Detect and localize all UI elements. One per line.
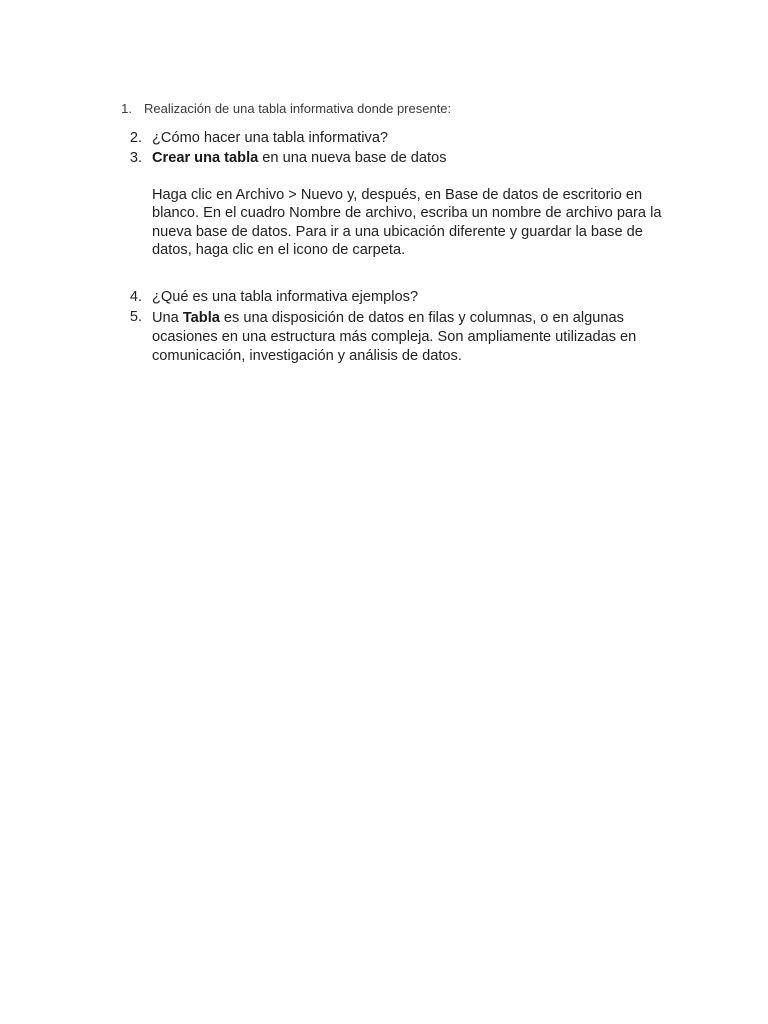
bold-term: Crear una tabla bbox=[152, 150, 259, 166]
list-item-rest: es una disposición de datos en filas y columnas, o en algunas ocasiones en una estructura más compleja. Son ampliamente utilizadas en comunicación, investigación y análisis de datos. bbox=[152, 310, 637, 364]
list-number: 1. bbox=[121, 101, 132, 116]
bold-term: Tabla bbox=[182, 310, 220, 326]
list-item-2 bbox=[120, 130, 388, 146]
list-item-text: Realización de una tabla informativa donde presente: bbox=[144, 101, 452, 116]
list-item-5 bbox=[120, 309, 660, 366]
list-item-text: ¿Qué es una tabla informativa ejemplos? bbox=[152, 289, 419, 305]
list-number: 3. bbox=[129, 150, 142, 166]
list-item-text bbox=[152, 309, 657, 366]
list-item-text: ¿Cómo hacer una tabla informativa? bbox=[152, 130, 389, 146]
list-item-prefix: Una bbox=[152, 310, 183, 326]
list-item-1 bbox=[120, 101, 451, 116]
list-number: 5. bbox=[129, 309, 142, 325]
list-number: 4. bbox=[129, 289, 142, 305]
list-number: 2. bbox=[129, 130, 142, 146]
list-item-rest: en una nueva base de datos bbox=[258, 150, 447, 166]
list-item-text bbox=[152, 150, 447, 166]
instruction-paragraph: Haga clic en Archivo > Nuevo y, después, en Base de datos de escritorio en blanco. En el cuadro Nombre de archivo, escriba un nombre de archivo para la nueva base de datos. Para ir a una ubicación diferente y guardar la base de datos, haga clic en el icono de carpeta. bbox=[152, 187, 662, 258]
list-item-4 bbox=[120, 289, 418, 305]
list-item-3 bbox=[120, 150, 447, 166]
